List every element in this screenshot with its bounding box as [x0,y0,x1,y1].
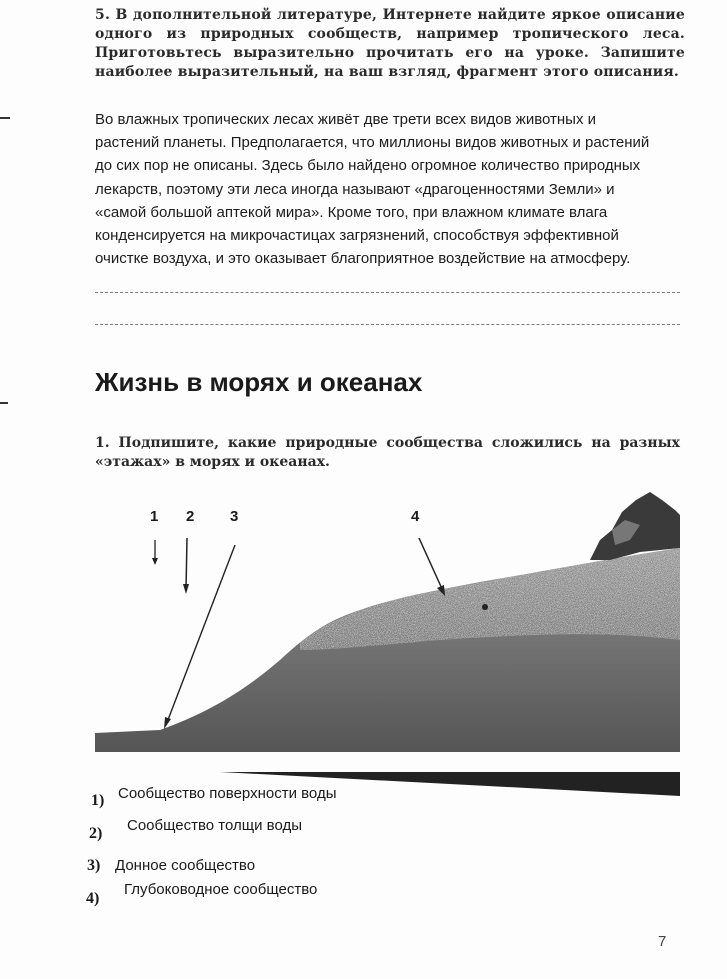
answer-line: до сих пор не описаны. Здесь было найдено огромное количество природных [95,157,641,175]
arrow-3 [166,545,235,725]
answer-text: Сообщество толщи воды [127,817,303,834]
arrow-4 [419,538,443,591]
answer-text: Донное сообщество [115,857,256,874]
task-1-prompt: 1. Подпишите, какие природные сообщества сложились на разных «этажах» в морях и океанах. [95,435,680,470]
answer-line: очистке воздуха, и это оказывает благоприятное воздействие на атмосферу. [95,250,631,268]
diagram-label-2: 2 [186,508,195,525]
page-number: 7 [658,933,667,950]
answer-text: Сообщество поверхности воды [118,785,337,802]
answer-line: Во влажных тропических лесах живёт две трети всех видов животных и [95,111,596,128]
answer-line: «самой большой аптекой мира». Кроме того, при влажном климате влага [95,203,608,221]
answer-number: 2) [89,825,103,842]
seabed-grain [300,548,680,650]
diagram-label-4: 4 [411,508,420,525]
answer-line: растений планеты. Предполагается, что миллионы видов животных и растений [95,134,650,152]
section-title: Жизнь в морях и океанах [95,367,423,397]
answer-line: конденсируется на микрочастицах загрязнений, способствуя эффективной [95,227,619,245]
answer-number: 1) [91,792,105,809]
answer-number: 3) [87,857,101,874]
answer-number: 4) [86,890,100,907]
arrow-2 [186,538,187,590]
task-5-prompt: 5. В дополнительной литературе, Интернете найдите яркое описание одного из природных сообществ, например тропического леса. Приготовьтесь выразительно прочитать его на уроке. Запишите наиболее выразительный, на ваш взгляд, фрагмент этого описания. [95,7,685,80]
answer-line: лекарств, поэтому эти леса иногда называют «драгоценностями Земли» и [95,180,615,198]
diagram-label-3: 3 [230,508,239,525]
diagram-label-1: 1 [150,508,159,525]
answer-text: Глубоководное сообщество [124,881,318,898]
